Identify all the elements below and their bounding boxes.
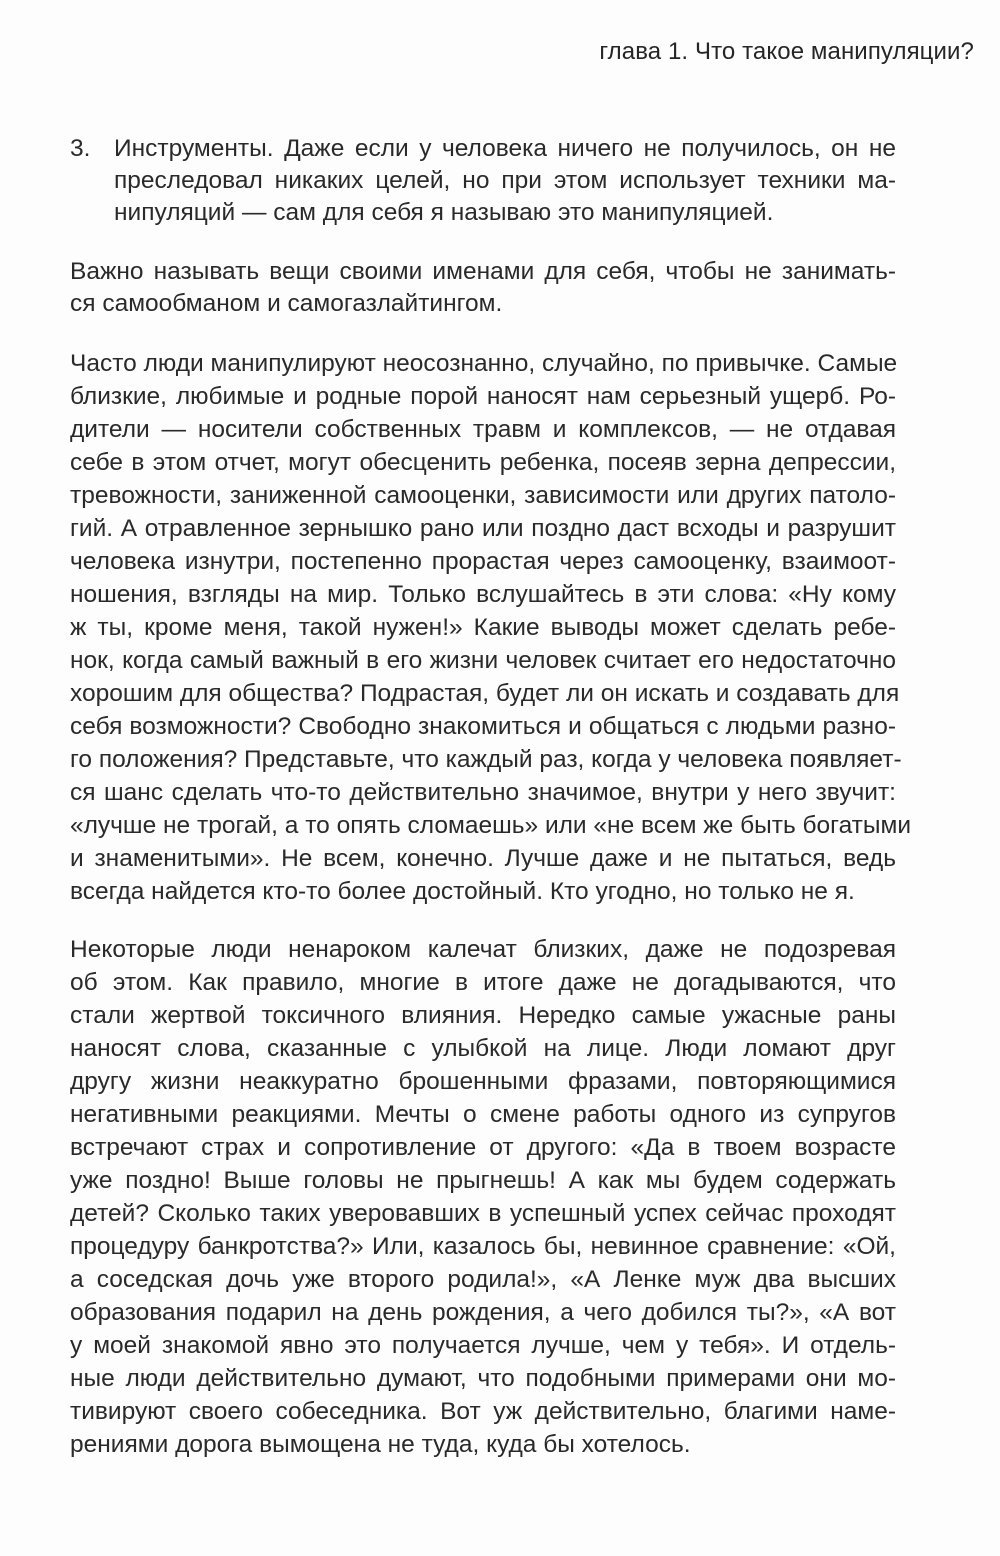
text-line: а соседская дочь уже второго родила!», «А Ленке муж два высших [70,1266,896,1293]
text-line: Некоторые люди ненароком калечат близких, даже не подозревая [70,936,896,963]
text-line: хорошим для общества? Подрастая, будет ли он искать и создавать для [70,680,900,707]
text-line: Важно называть вещи своими именами для себя, чтобы не занимать- [70,258,896,285]
text-line: го положения? Представьте, что каждый раз, когда у человека появляет- [70,746,902,773]
text-line: «лучше не трогай, а то опять сломаешь» или «не всем же быть богатыми [70,812,912,839]
text-line: близкие, любимые и родные порой наносят нам серьезный ущерб. Ро- [70,383,896,410]
text-line: себя возможности? Свободно знакомиться и общаться с людьми разно- [70,713,896,740]
text-line: детей? Сколько таких уверовавших в успешный успех сейчас проходят [70,1200,896,1227]
running-header: глава 1. Что такое манипуляции? [599,38,974,65]
text-line: процедуру банкротства?» Или, казалось бы, невинное сравнение: «Ой, [70,1233,896,1260]
text-line: ся шанс сделать что-то действительно значимое, внутри у него звучит: [70,779,896,806]
text-line: дители — носители собственных травм и комплексов, — не отдавая [70,416,896,443]
text-line: и знаменитыми». Не всем, конечно. Лучше даже и не пытаться, ведь [70,845,896,872]
text-line: ж ты, кроме меня, такой нужен!» Какие выводы может сделать ребе- [70,614,896,641]
text-line: стали жертвой токсичного влияния. Нередко самые ужасные раны [70,1002,896,1029]
text-line: Инструменты. Даже если у человека ничего не получилось, он не [114,135,896,162]
text-line: ся самообманом и самогазлайтингом. [70,290,503,317]
text-line: уже поздно! Выше головы не прыгнешь! А как мы будем содержать [70,1167,896,1194]
text-line: всегда найдется кто-то более достойный. Кто угодно, но только не я. [70,878,855,905]
text-line: нок, когда самый важный в его жизни человек считает его недостаточно [70,647,896,674]
text-line: у моей знакомой явно это получается лучше, чем у тебя». И отдель- [70,1332,896,1359]
text-line: тивируют своего собеседника. Вот уж действительно, благими наме- [70,1398,896,1425]
text-line: гий. А отравленное зернышко рано или поздно даст всходы и разрушит [70,515,896,542]
text-line: образования подарил на день рождения, а чего добился ты?», «А вот [70,1299,896,1326]
text-line: встречают страх и сопротивление от другого: «Да в твоем возрасте [70,1134,896,1161]
list-item-number: 3. [70,135,91,162]
text-line: негативными реакциями. Мечты о смене работы одного из супругов [70,1101,896,1128]
text-line: себе в этом отчет, могут обесценить ребенка, посеяв зерна депрессии, [70,449,896,476]
text-line: наносят слова, сказанные с улыбкой на лице. Люди ломают друг [70,1035,896,1062]
text-line: ношения, взгляды на мир. Только вслушайтесь в эти слова: «Ну кому [70,581,896,608]
text-line: нипуляций — сам для себя я называю это манипуляцией. [114,199,774,226]
text-line: Часто люди манипулируют неосознанно, случайно, по привычке. Самые [70,350,898,377]
text-line: другу жизни неаккуратно брошенными фразами, повторяющимися [70,1068,896,1095]
text-line: человека изнутри, постепенно прорастая через самооценку, взаимоот- [70,548,896,575]
text-line: ные люди действительно думают, что подобными примерами они мо- [70,1365,896,1392]
text-line: тревожности, заниженной самооценки, зависимости или других патоло- [70,482,896,509]
text-line: об этом. Как правило, многие в итоге даже не догадываются, что [70,969,896,996]
text-line: рениями дорога вымощена не туда, куда бы хотелось. [70,1431,691,1458]
text-line: преследовал никаких целей, но при этом использует техники ма- [114,167,896,194]
